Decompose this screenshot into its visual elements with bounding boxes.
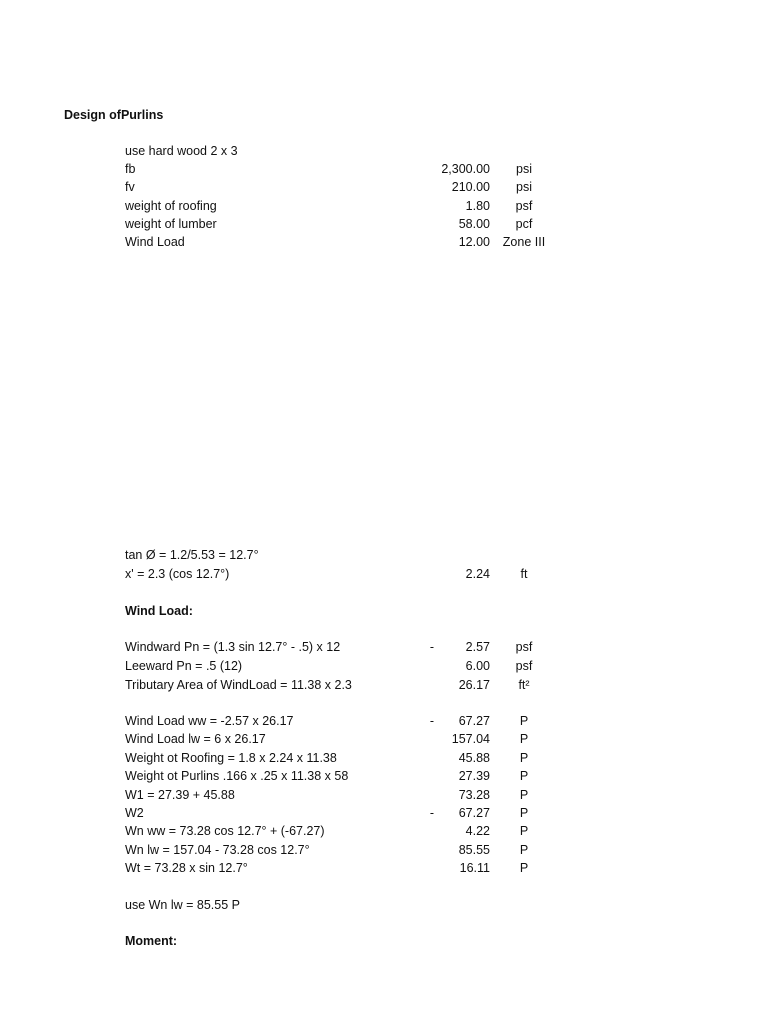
load-unit: P: [519, 806, 529, 820]
load-label: Wt = 73.28 x sin 12.7°: [125, 861, 248, 875]
load-unit: P: [519, 788, 529, 802]
param-value: 2,300.00: [441, 162, 490, 176]
load-value: 27.39: [458, 769, 490, 783]
param-unit: Zone III: [502, 235, 546, 249]
wind-value: 6.00: [465, 659, 490, 673]
load-unit: P: [519, 751, 529, 765]
wind-unit: ft²: [518, 678, 530, 692]
negative-sign: -: [429, 640, 435, 654]
param-unit: pcf: [515, 217, 533, 231]
param-unit: psi: [516, 180, 532, 194]
load-label: Weight ot Purlins .166 x .25 x 11.38 x 58: [125, 769, 349, 783]
load-unit: P: [519, 843, 529, 857]
param-label: use hard wood 2 x 3: [125, 144, 238, 158]
param-value: 58.00: [458, 217, 490, 231]
wind-value: 26.17: [458, 678, 490, 692]
load-label: W2: [125, 806, 144, 820]
param-label: fb: [125, 162, 136, 176]
load-label: Wn ww = 73.28 cos 12.7° + (-67.27): [125, 824, 325, 838]
load-label: Wind Load ww = -2.57 x 26.17: [125, 714, 294, 728]
wind-label: Leeward Pn = .5 (12): [125, 659, 243, 673]
wind-value: 2.57: [465, 640, 490, 654]
load-label: W1 = 27.39 + 45.88: [125, 788, 235, 802]
load-value: 67.27: [458, 714, 490, 728]
param-label: fv: [125, 180, 135, 194]
wind-load-heading: Wind Load:: [125, 604, 193, 618]
load-unit: P: [519, 824, 529, 838]
negative-sign: -: [429, 714, 435, 728]
load-unit: P: [519, 769, 529, 783]
negative-sign: -: [429, 806, 435, 820]
load-label: Wn lw = 157.04 - 73.28 cos 12.7°: [125, 843, 310, 857]
load-value: 85.55: [458, 843, 490, 857]
load-value: 4.22: [465, 824, 490, 838]
load-label: Weight ot Roofing = 1.8 x 2.24 x 11.38: [125, 751, 337, 765]
geometry-label: tan Ø = 1.2/5.53 = 12.7°: [125, 548, 259, 562]
geometry-unit: ft: [520, 567, 528, 581]
param-unit: psf: [515, 199, 533, 213]
load-unit: P: [519, 861, 529, 875]
load-value: 45.88: [458, 751, 490, 765]
geometry-label: x' = 2.3 (cos 12.7°): [125, 567, 230, 581]
page-title: Design ofPurlins: [64, 108, 164, 122]
load-unit: P: [519, 732, 529, 746]
param-label: weight of lumber: [125, 217, 217, 231]
load-value: 67.27: [458, 806, 490, 820]
load-label: Wind Load lw = 6 x 26.17: [125, 732, 266, 746]
param-label: Wind Load: [125, 235, 185, 249]
geometry-value: 2.24: [465, 567, 490, 581]
param-value: 1.80: [465, 199, 490, 213]
wind-label: Windward Pn = (1.3 sin 12.7° - .5) x 12: [125, 640, 341, 654]
param-unit: psi: [516, 162, 532, 176]
load-value: 16.11: [459, 861, 490, 875]
wind-label: Tributary Area of WindLoad = 11.38 x 2.3: [125, 678, 352, 692]
wind-unit: psf: [515, 640, 533, 654]
param-value: 210.00: [451, 180, 490, 194]
wind-unit: psf: [515, 659, 533, 673]
load-value: 157.04: [451, 732, 490, 746]
load-unit: P: [519, 714, 529, 728]
load-value: 73.28: [458, 788, 490, 802]
moment-heading: Moment:: [125, 934, 178, 948]
use-line: use Wn lw = 85.55 P: [125, 898, 240, 912]
param-label: weight of roofing: [125, 199, 217, 213]
param-value: 12.00: [458, 235, 490, 249]
